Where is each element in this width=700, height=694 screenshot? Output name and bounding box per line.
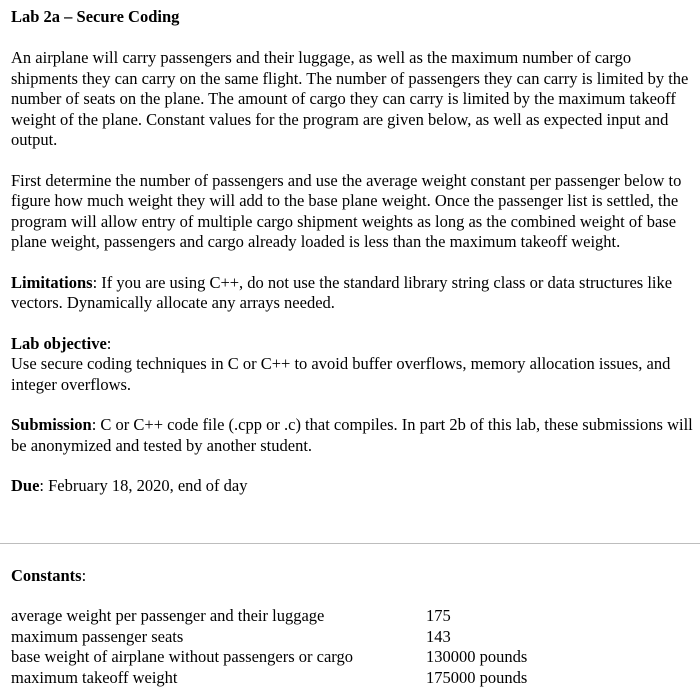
limitations-paragraph	[11, 273, 697, 314]
intro-paragraph: An airplane will carry passengers and their luggage, as well as the maximum number of cargo shipments they can carry on the same flight. The number of passengers they can carry is limited by the number of seats on the plane. The amount of cargo they can carry is limited by the maximum takeoff weight of the plane. Constant values for the program are given below, as well as expected input and output.	[11, 48, 689, 149]
due-label: Due	[11, 476, 40, 495]
objective-label: Lab objective	[11, 333, 107, 353]
page-title: Lab 2a – Secure Coding	[11, 7, 180, 26]
constant-label: maximum takeoff weight	[11, 667, 178, 687]
constants-colon: :	[81, 566, 87, 585]
constants-label: Constants	[11, 566, 82, 585]
constants-row	[11, 647, 691, 668]
constant-value: 130000 pounds	[426, 647, 528, 666]
section-divider	[0, 543, 700, 544]
instructions-paragraph: First determine the number of passengers and use the average weight constant per passenger below to figure how much weight they will add to the base plane weight. Once the passenger list is settled, the program will allow entry of multiple cargo shipment weights as long as the combined weight of base plane weight, passengers and cargo already loaded is less than the maximum takeoff weight.	[11, 170, 682, 251]
submission-paragraph	[11, 415, 697, 456]
objective-text: Use secure coding techniques in C or C++ to avoid buffer overflows, memory allocation issues, and integer overflows.	[11, 354, 671, 394]
limitations-label: Limitations	[11, 272, 93, 292]
limitations-text: : If you are using C++, do not use the standard library string class or data structures like vectors. Dynamically allocate any arrays needed.	[11, 272, 673, 312]
constants-table	[11, 606, 691, 688]
objective-paragraph	[11, 334, 697, 396]
constant-label: maximum passenger seats	[11, 626, 184, 646]
constant-value: 175	[426, 606, 451, 625]
due-paragraph	[11, 476, 697, 497]
constant-value: 175000 pounds	[426, 667, 528, 687]
objective-colon: :	[106, 333, 112, 353]
constant-label: base weight of airplane without passengers or cargo	[11, 647, 353, 666]
constants-row	[11, 606, 691, 627]
submission-label: Submission	[11, 415, 92, 434]
submission-text: : C or C++ code file (.cpp or .c) that compiles. In part 2b of this lab, these submissions will be anonymized and tested by another student.	[11, 415, 693, 455]
constants-row	[11, 668, 691, 689]
constants-heading	[11, 566, 86, 587]
constants-row	[11, 627, 691, 648]
document-body	[11, 6, 697, 497]
constant-value: 143	[426, 626, 451, 646]
constant-label: average weight per passenger and their luggage	[11, 606, 325, 625]
due-text: : February 18, 2020, end of day	[39, 476, 248, 495]
